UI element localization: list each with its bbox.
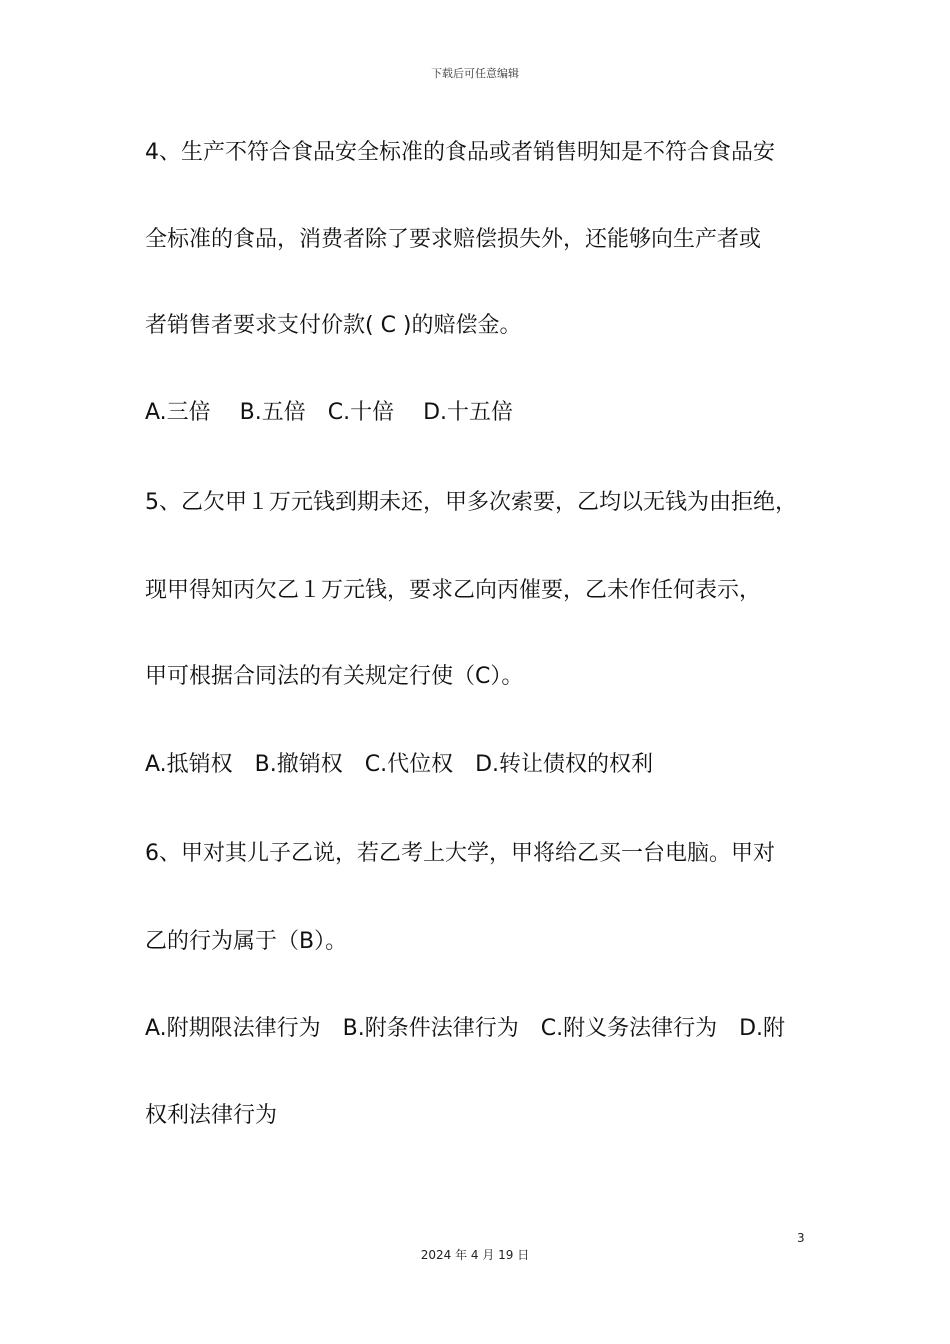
question-4-line-3: 者销售者要求支付价款( C )的赔偿金。 <box>145 313 522 338</box>
question-5-line-2: 现甲得知丙欠乙１万元钱，要求乙向丙催要，乙未作任何表示， <box>145 578 762 603</box>
question-6-options-line-2: 权利法律行为 <box>145 1103 278 1128</box>
footer-date: 2024 年 4 月 19 日 <box>420 1248 530 1262</box>
question-4-line-1: 4、生产不符合食品安全标准的食品或者销售明知是不符合食品安 <box>145 140 775 165</box>
question-5-line-3: 甲可根据合同法的有关规定行使（C）。 <box>145 664 524 689</box>
question-6-options-line-1: A.附期限法律行为 B.附条件法律行为 C.附义务法律行为 D.附 <box>145 1016 786 1041</box>
question-6-line-2: 乙的行为属于（B）。 <box>145 929 348 954</box>
question-5-options: A.抵销权 B.撤销权 C.代位权 D.转让债权的权利 <box>145 752 654 777</box>
page-header: 下载后可任意编辑 <box>431 67 519 80</box>
question-4-line-2: 全标准的食品，消费者除了要求赔偿损失外，还能够向生产者或 <box>145 227 762 252</box>
question-5-line-1: 5、乙欠甲１万元钱到期未还，甲多次索要，乙均以无钱为由拒绝， <box>145 490 797 515</box>
question-4-options: A.三倍 B.五倍 C.十倍 D.十五倍 <box>145 400 514 425</box>
question-6-line-1: 6、甲对其儿子乙说，若乙考上大学，甲将给乙买一台电脑。甲对 <box>145 841 775 866</box>
page-number: 3 <box>797 1231 805 1245</box>
